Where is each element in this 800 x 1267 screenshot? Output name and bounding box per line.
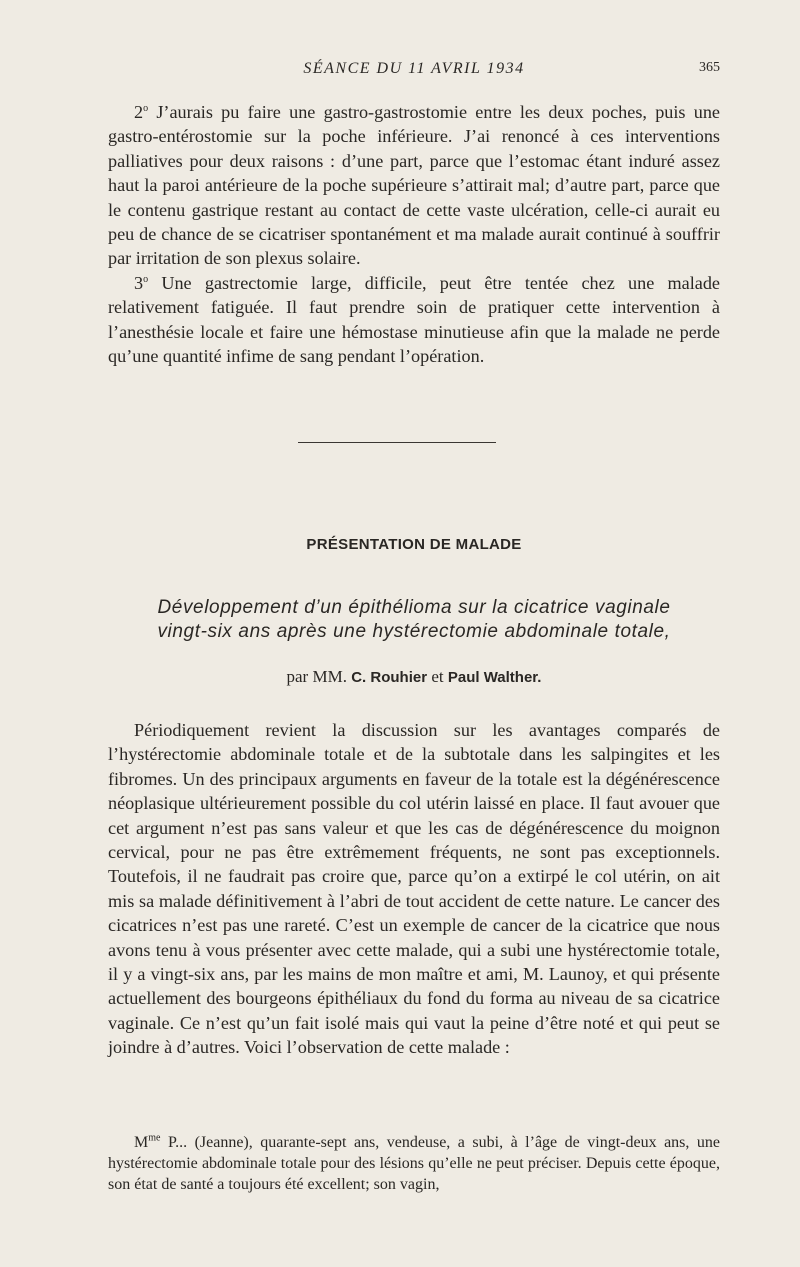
article-body [108, 718, 720, 1060]
article-title [84, 596, 744, 644]
section-heading: PRÉSENTATION DE MALADE [306, 536, 522, 553]
observation-text [108, 1132, 720, 1195]
page-number: 365 [699, 60, 720, 75]
previous-article-text [108, 100, 720, 368]
observation-body: P... (Jeanne), quarante-sept ans, vendeuse, a subi, à l’âge de vingt-deux ans, une hystérectomie abdominale totale pour des lésions qu’elle ne peut préciser. Depuis cette époque, son état de santé a toujours été excellent; son vagin, [108, 1134, 720, 1193]
paragraph-3-text: Une gastrectomie large, difficile, peut être tentée chez une malade relativement fatiguée. Il faut prendre soin de pratiquer cette intervention à l’anesthésie locale et faire une hémostase minutieuse afin que la malade ne perde qu’une quantité infime de sang pendant l’opération. [108, 272, 721, 367]
article-paragraph: Périodiquement revient la discussion sur les avantages comparés de l’hystérectomie abdominale totale et de la subtotale dans les salpingites et les fibromes. Un des principaux arguments en faveur de la totale est la dégénérescence néoplasique ultérieurement possible du col utérin laissé en place. Il faut avouer que cet argument n’est pas sans valeur et que les cas de dégénérescence du moignon cervical, pour ne pas être extrêmement fréquents, ne sont pas exceptionnels. Toutefois, il ne faudrait pas croire que, parce qu’on a extirpé le col utérin, on ait mis sa malade définitivement à l’abri de tout accident de cette nature. Le cancer des cicatrices n’est pas une rareté. C’est un exemple de cancer de la cicatrice que nous avons tenu à vous présenter avec cette malade, qui a subi une hystérectomie totale, il y a vingt-six ans, par les mains de mon maître et ami, M. Launoy, et qui présente actuellement des bourgeons épithéliaux du fond du forma au niveau de sa cicatrice vaginale. Ce n’est qu’un fait isolé mais qui vaut la peine d’être noté et qui peut se joindre à d’autres. Voici l’observation de cette malade : [108, 720, 720, 1058]
observation-prefix: M [134, 1134, 149, 1151]
observation-paragraph [108, 1132, 720, 1195]
paragraph-2-number: 2 [134, 102, 144, 122]
byline [108, 667, 720, 687]
author-2: Paul Walther. [447, 669, 542, 686]
observation-sup: me [148, 1132, 161, 1144]
author-1: C. Rouhier [351, 669, 428, 686]
byline-prefix: par MM. [286, 667, 347, 686]
paragraph-3-number: 3 [134, 272, 144, 293]
article-title-line-2: vingt-six ans après une hystérectomie abdominale totale, [157, 621, 671, 642]
section-divider [298, 442, 496, 443]
article-title-line-1: Développement d’un épithélioma sur la cicatrice vaginale [157, 597, 671, 618]
paragraph-3: 3$^o$ Une gastrectomie large, difficile, peut être tentée chez une malade relativement fatiguée. Il faut prendre soin de pratiquer cette intervention à l’anesthésie locale et faire une hémostase minutieuse afin que la malade ne perde qu’une quantité infime de sang pendant l’opération. [108, 272, 721, 367]
paragraph-2-text: J’aurais pu faire une gastro-gastrostomie entre les deux poches, puis une gastro-entérostomie sur la poche inférieure. J’ai renoncé à ces interventions palliatives pour deux raisons : d’une part, parce que l’estomac étant induré assez haut la paroi antérieure de la poche supérieure s’attirait mal; d’autre part, parce que le contenu gastrique restant au contact de cette vaste ulcération, celle-ci aurait eu peu de chance de se cicatriser spontanément et ma malade aurait continué à souffrir par irritation de son plexus solaire. [108, 102, 721, 269]
running-header [108, 60, 720, 82]
paragraph-2: 2$^o$ J’aurais pu faire une gastro-gastrostomie entre les deux poches, puis une gastro-entérostomie sur la poche inférieure. J’ai renoncé à ces interventions palliatives pour deux raisons : d’une part, parce que l’estomac étant induré assez haut la paroi antérieure de la poche supérieure s’attirait mal; d’autre part, parce que le contenu gastrique restant au contact de cette vaste ulcération, celle-ci aurait eu peu de chance de se cicatriser spontanément et ma malade aurait continué à souffrir par irritation de son plexus solaire. [108, 102, 721, 269]
running-title: SÉANCE DU 11 AVRIL 1934 [303, 60, 525, 77]
byline-and: et [431, 667, 444, 686]
